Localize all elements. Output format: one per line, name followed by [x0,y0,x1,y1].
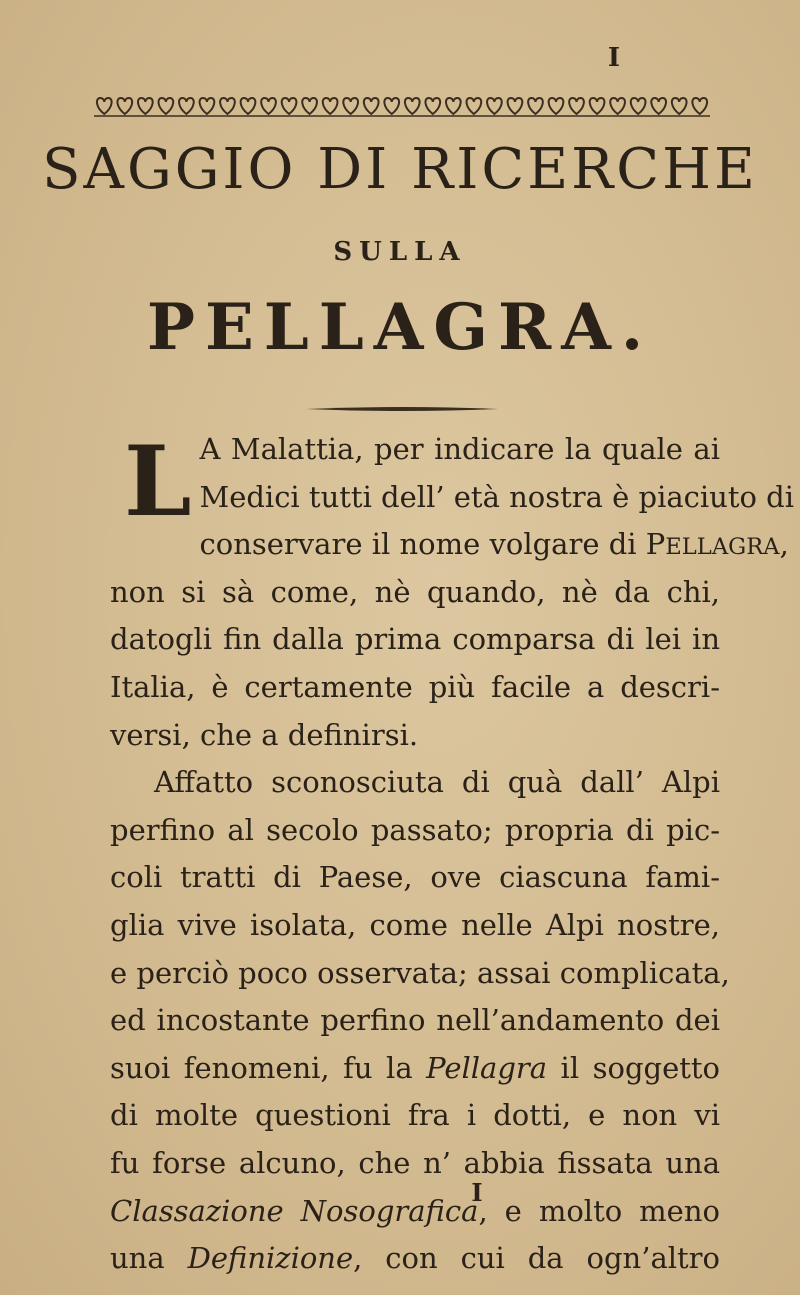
text-line: glia vive isolata, come nelle Alpi nostre, [110,907,720,942]
text-line: versi, che a definirsi. [110,717,419,752]
text-line: Italia, è certamente più facile a descri- [110,669,720,704]
text-line: conservare il nome volgare di PELLAGRA, [199,527,789,562]
text-line: di molte questioni fra i dotti, e non vi [110,1098,720,1133]
text-line: A Malattia, per indicare la quale ai [199,432,720,466]
text-line: Medici tutti dell’ età nostra è piaciuto di [199,479,795,514]
divider-rule [306,398,498,406]
text-line: Affatto sconosciuta di quà dall’ Alpi [154,765,720,800]
text-line: coli tratti di Paese, ove ciascuna fami- [110,860,720,895]
drop-cap: L [124,425,192,538]
ornament-icon [94,94,710,118]
text-line: datogli fin dalla prima comparsa di lei in [110,622,720,657]
decorative-border [94,94,710,118]
text-line: ed incostante perfino nell’andamento dei [110,1003,720,1038]
text-line: e perciò poco osservata; assai complicata, [110,955,730,990]
text-line: Classazione Nosografica, e molto meno [110,1193,720,1228]
body-text [110,425,795,1283]
page-title: SAGGIO DI RICERCHE [42,137,758,202]
signature-mark: I [471,1178,483,1207]
text-line: fu forse alcuno, che n’ abbia fissata una [110,1145,720,1180]
main-title: PELLAGRA. [146,290,654,365]
page-subtitle: SULLA [333,237,467,267]
text-line: perfino al secolo passato; propria di pic- [110,812,720,847]
text-line: suoi fenomeni, fu la Pellagra il soggetto [110,1050,720,1085]
text-line: una Definizione, con cui da ogn’altro [110,1241,720,1276]
text-line: non si sà come, nè quando, nè da chi, [110,574,720,609]
page-number: I [607,43,621,73]
